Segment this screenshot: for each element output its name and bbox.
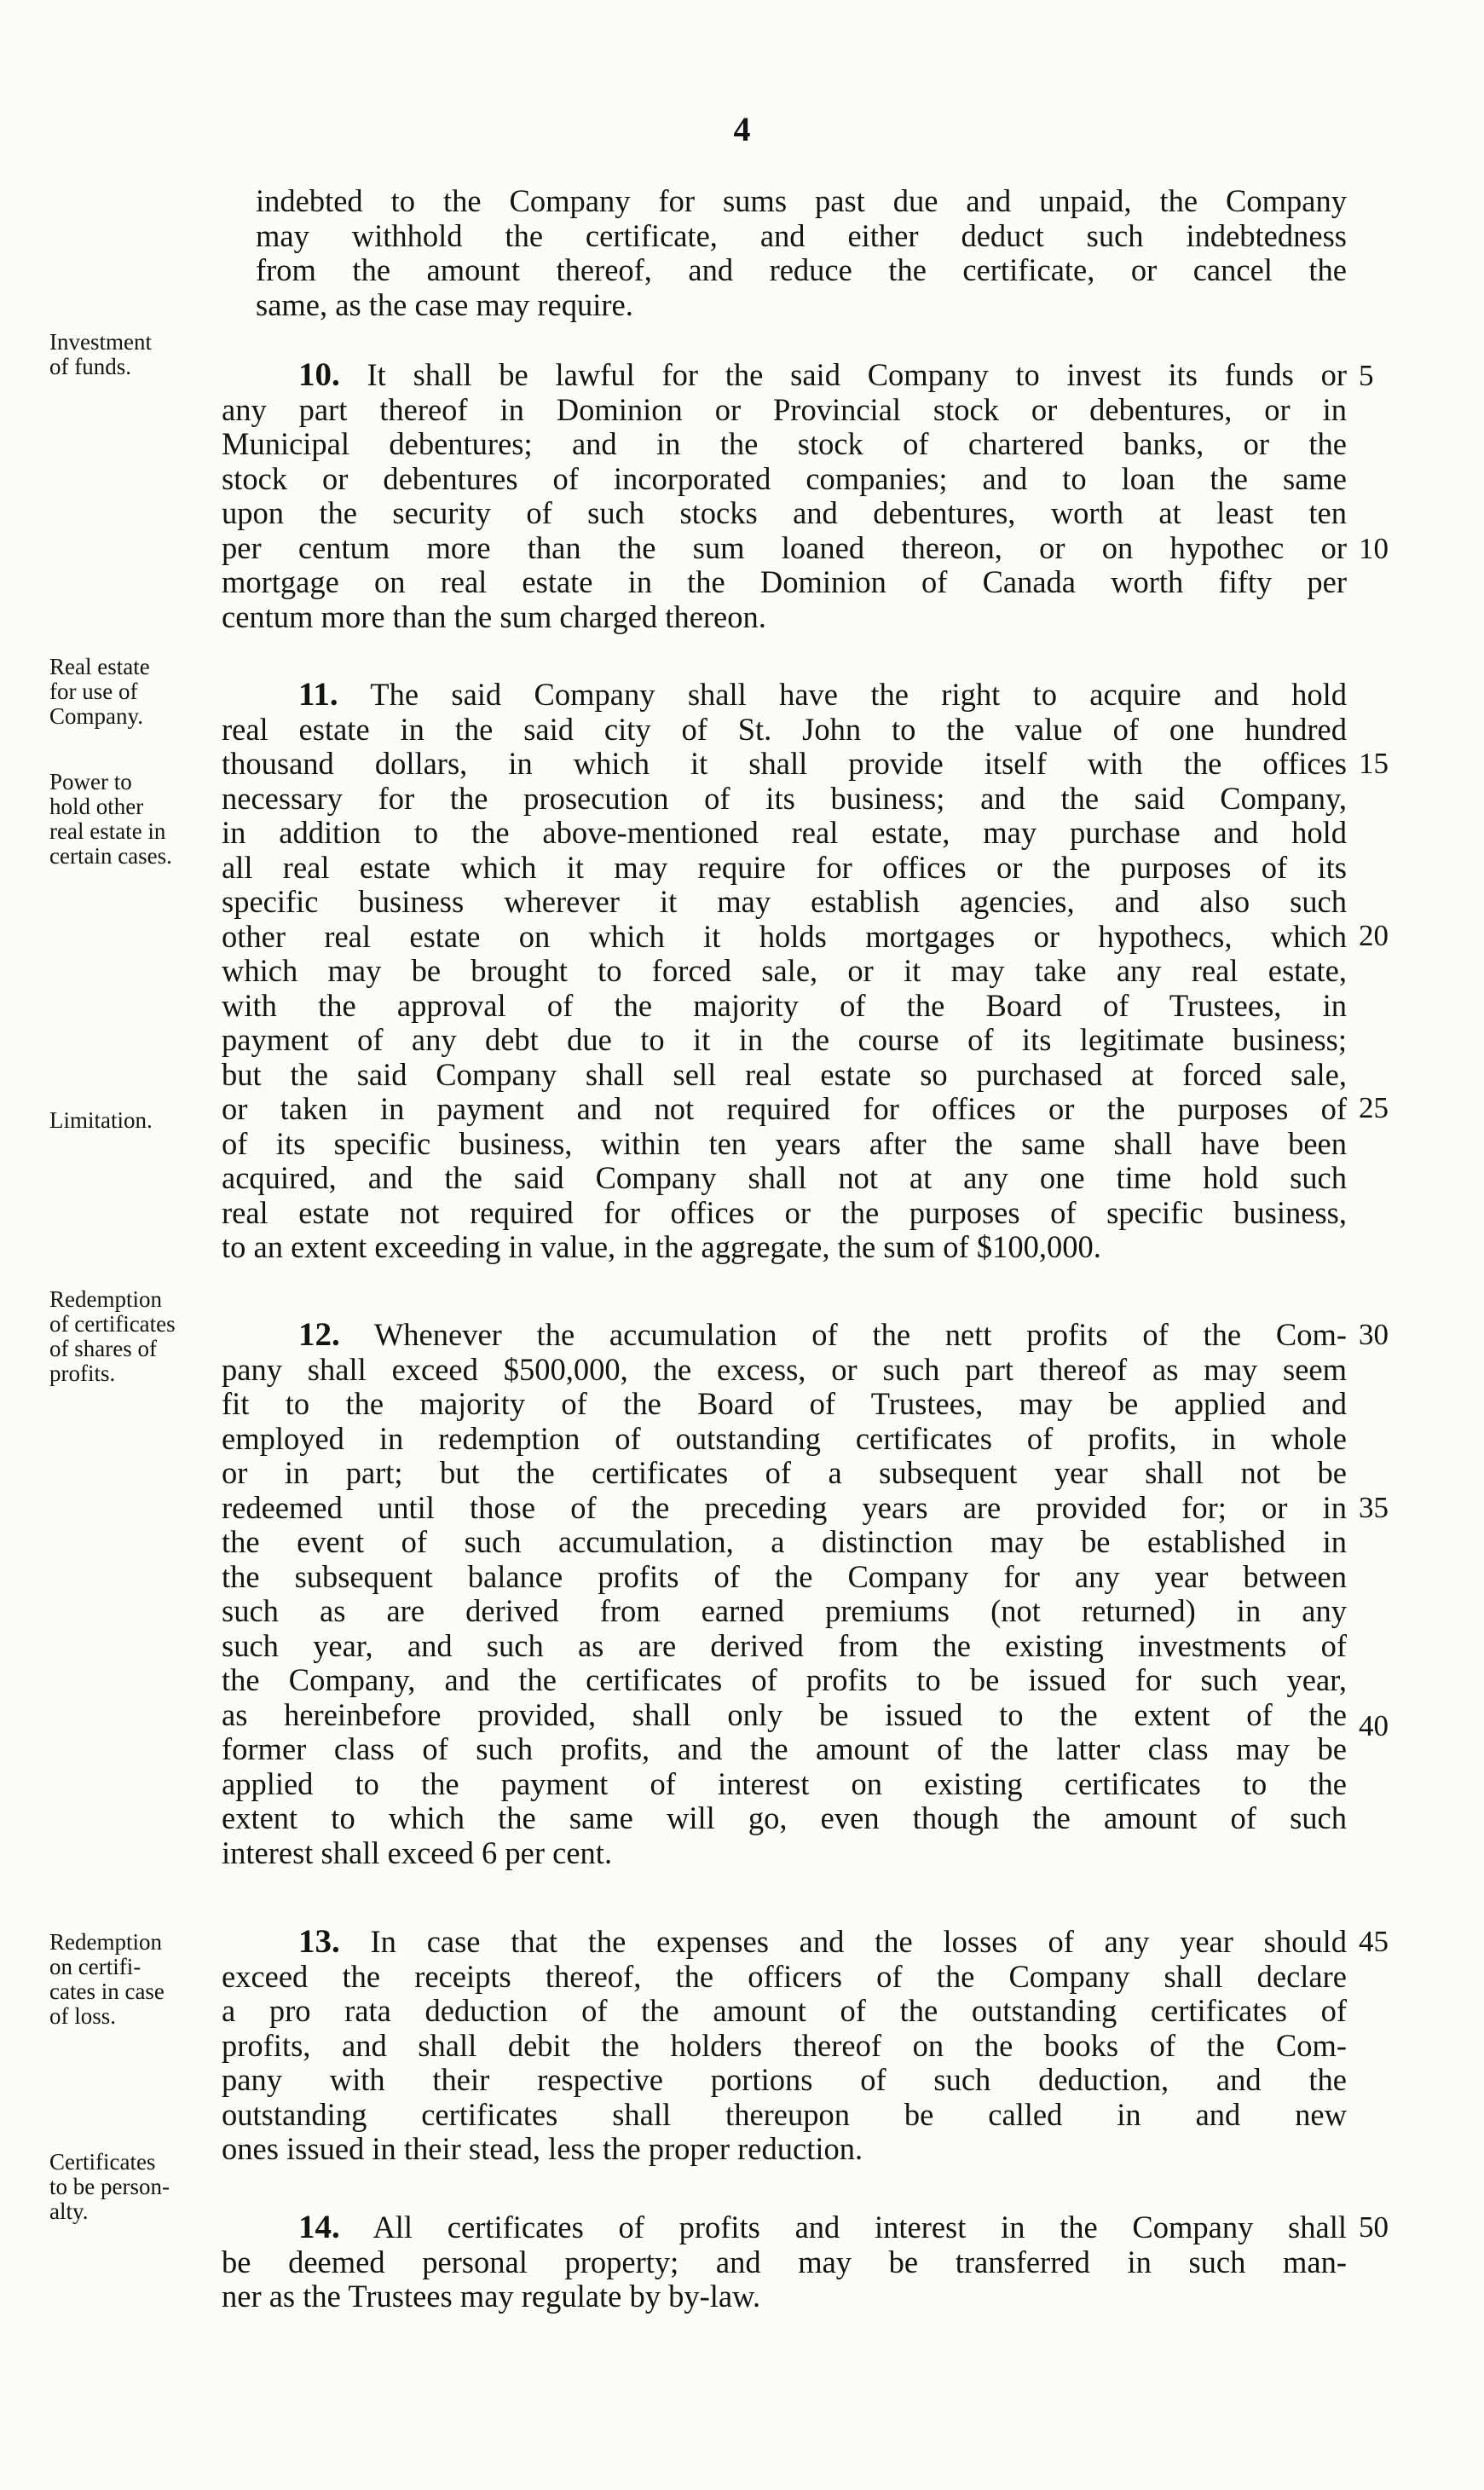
text-line: the subsequent balance profits of the Company for any year between xyxy=(222,1558,1347,1594)
continued-paragraph xyxy=(256,184,1347,322)
margin-note-personalty: Certificates to be person- alty. xyxy=(49,2149,170,2224)
text-line: of its specific business, within ten years after the same shall have been xyxy=(222,1125,1347,1161)
text-line: in addition to the above-mentioned real estate, may purchase and hold xyxy=(222,815,1347,850)
text-line: specific business wherever it may establish agencies, and also such xyxy=(222,884,1347,919)
section-number: 10. xyxy=(298,356,340,393)
text-line: from the amount thereof, and reduce the certificate, or cancel the xyxy=(256,252,1347,287)
text-line xyxy=(256,1318,1347,1353)
text-line: real estate not required for offices or the purposes of specific business, xyxy=(222,1194,1347,1230)
text-line: redeemed until those of the preceding years are provided for; or in xyxy=(222,1489,1347,1525)
text-line xyxy=(256,678,1347,713)
text-line: extent to which the same will go, even though the amount of such xyxy=(222,1800,1347,1835)
text-line: necessary for the prosecution of its business; and the said Company, xyxy=(222,780,1347,816)
section-s10 xyxy=(222,356,1348,634)
text-line: same, as the case may require. xyxy=(256,286,633,322)
line-number: 35 xyxy=(1359,1491,1389,1524)
text-line: the event of such accumulation, a distinction may be established in xyxy=(222,1524,1347,1559)
section-s12 xyxy=(222,1316,1348,1870)
text-line: the Company, and the certificates of profits to be issued for such year, xyxy=(222,1662,1347,1697)
margin-note-redemption-profits: Redemption of certificates of shares of profits. xyxy=(49,1286,176,1386)
section-first-line: All certificates of profits and interest in the Company shall xyxy=(372,2210,1347,2244)
line-number: 5 xyxy=(1359,359,1374,392)
text-line: but the said Company shall sell real estate so purchased at forced sale, xyxy=(222,1056,1347,1092)
text-line: Municipal debentures; and in the stock of chartered banks, or the xyxy=(222,426,1347,461)
text-line xyxy=(256,1925,1347,1960)
line-number: 25 xyxy=(1359,1091,1389,1124)
line-number: 10 xyxy=(1359,532,1389,565)
text-line: a pro rata deduction of the amount of the outstanding certificates of xyxy=(222,1993,1347,2028)
section-number: 11. xyxy=(298,676,338,713)
section-number: 12. xyxy=(298,1316,340,1353)
text-line: indebted to the Company for sums past due and unpaid, the Company xyxy=(256,183,1347,218)
text-line: former class of such profits, and the amount of the latter class may be xyxy=(222,1731,1347,1766)
text-line: all real estate which it may require for offices or the purposes of its xyxy=(222,849,1347,885)
margin-note-redemption-loss: Redemption on certifi- cates in case of loss. xyxy=(49,1929,165,2029)
text-line: be deemed personal property; and may be transferred in such man- xyxy=(222,2244,1347,2279)
text-line: real estate in the said city of St. John to the value of one hundred xyxy=(222,711,1347,747)
text-line: any part thereof in Dominion or Provincial stock or debentures, or in xyxy=(222,391,1347,427)
text-line: centum more than the sum charged thereon. xyxy=(222,598,766,634)
text-line: or in part; but the certificates of a subsequent year shall not be xyxy=(222,1455,1347,1490)
text-line: outstanding certificates shall thereupon be called in and new xyxy=(222,2096,1347,2132)
line-number: 45 xyxy=(1359,1925,1389,1958)
text-line: which may be brought to forced sale, or it may take any real estate, xyxy=(222,953,1347,988)
line-number: 30 xyxy=(1359,1318,1389,1351)
line-number: 40 xyxy=(1359,1709,1389,1742)
text-line: ner as the Trustees may regulate by by-law. xyxy=(222,2279,761,2314)
text-line xyxy=(256,358,1347,393)
text-line: pany shall exceed $500,000, the excess, or such part thereof as may seem xyxy=(222,1351,1347,1387)
text-line: with the approval of the majority of the Board of Trustees, in xyxy=(222,987,1347,1023)
section-first-line: It shall be lawful for the said Company to invest its funds or xyxy=(367,357,1348,392)
section-first-line: The said Company shall have the right to acquire and hold xyxy=(370,677,1347,712)
section-number: 14. xyxy=(298,2209,340,2245)
line-number: 50 xyxy=(1359,2210,1389,2244)
text-line: mortgage on real estate in the Dominion of Canada worth fifty per xyxy=(222,564,1347,599)
margin-note-limitation: Limitation. xyxy=(49,1107,153,1133)
text-line: as hereinbefore provided, shall only be issued to the extent of the xyxy=(222,1696,1347,1732)
text-line: payment of any debt due to it in the course of its legitimate business; xyxy=(222,1022,1347,1057)
margin-note-investment: Investment of funds. xyxy=(49,329,152,379)
text-line: pany with their respective portions of such deduction, and the xyxy=(222,2062,1347,2097)
text-line: or taken in payment and not required for offices or the purposes of xyxy=(222,1091,1347,1126)
text-line: employed in redemption of outstanding certificates of profits, in whole xyxy=(222,1420,1347,1456)
section-number: 13. xyxy=(298,1923,340,1960)
text-line: such year, and such as are derived from the existing investments of xyxy=(222,1627,1347,1663)
text-line: to an extent exceeding in value, in the aggregate, the sum of $100,000. xyxy=(222,1229,1101,1264)
text-line: thousand dollars, in which it shall provide itself with the offices xyxy=(222,746,1347,781)
line-number: 15 xyxy=(1359,747,1389,780)
text-line: such as are derived from earned premiums (not returned) in any xyxy=(222,1593,1347,1628)
section-s11 xyxy=(222,676,1347,1265)
margin-note-real-estate: Real estate for use of Company. xyxy=(49,654,150,729)
text-line: upon the security of such stocks and debentures, worth at least ten xyxy=(222,495,1347,530)
text-line: profits, and shall debit the holders thereof on the books of the Com- xyxy=(222,2027,1347,2063)
section-first-line: In case that the expenses and the losses of any year should xyxy=(370,1924,1348,1959)
text-line: stock or debentures of incorporated companies; and to loan the same xyxy=(222,460,1347,496)
section-first-line: Whenever the accumulation of the nett profits of the Com- xyxy=(373,1317,1348,1352)
text-line: per centum more than the sum loaned thereon, or on hypothec or xyxy=(222,529,1347,565)
text-line: other real estate on which it holds mortgages or hypothecs, which xyxy=(222,918,1347,954)
margin-note-power: Power to hold other real estate in certain cases. xyxy=(49,769,172,869)
text-line: applied to the payment of interest on existing certificates to the xyxy=(222,1765,1347,1801)
text-line: interest shall exceed 6 per cent. xyxy=(222,1834,613,1870)
page-number: 4 xyxy=(733,110,751,148)
text-line: acquired, and the said Company shall not at any one time hold such xyxy=(222,1160,1347,1195)
text-line: may withhold the certificate, and either deduct such indebtedness xyxy=(256,217,1347,253)
text-line: fit to the majority of the Board of Trustees, may be applied and xyxy=(222,1386,1347,1421)
line-number: 20 xyxy=(1359,919,1389,952)
text-line: exceed the receipts thereof, the officers of the Company shall declare xyxy=(222,1958,1347,1994)
text-line: ones issued in their stead, less the proper reduction. xyxy=(222,2131,863,2166)
section-s14 xyxy=(222,2209,1347,2314)
text-line xyxy=(256,2210,1347,2245)
section-s13 xyxy=(222,1923,1348,2167)
